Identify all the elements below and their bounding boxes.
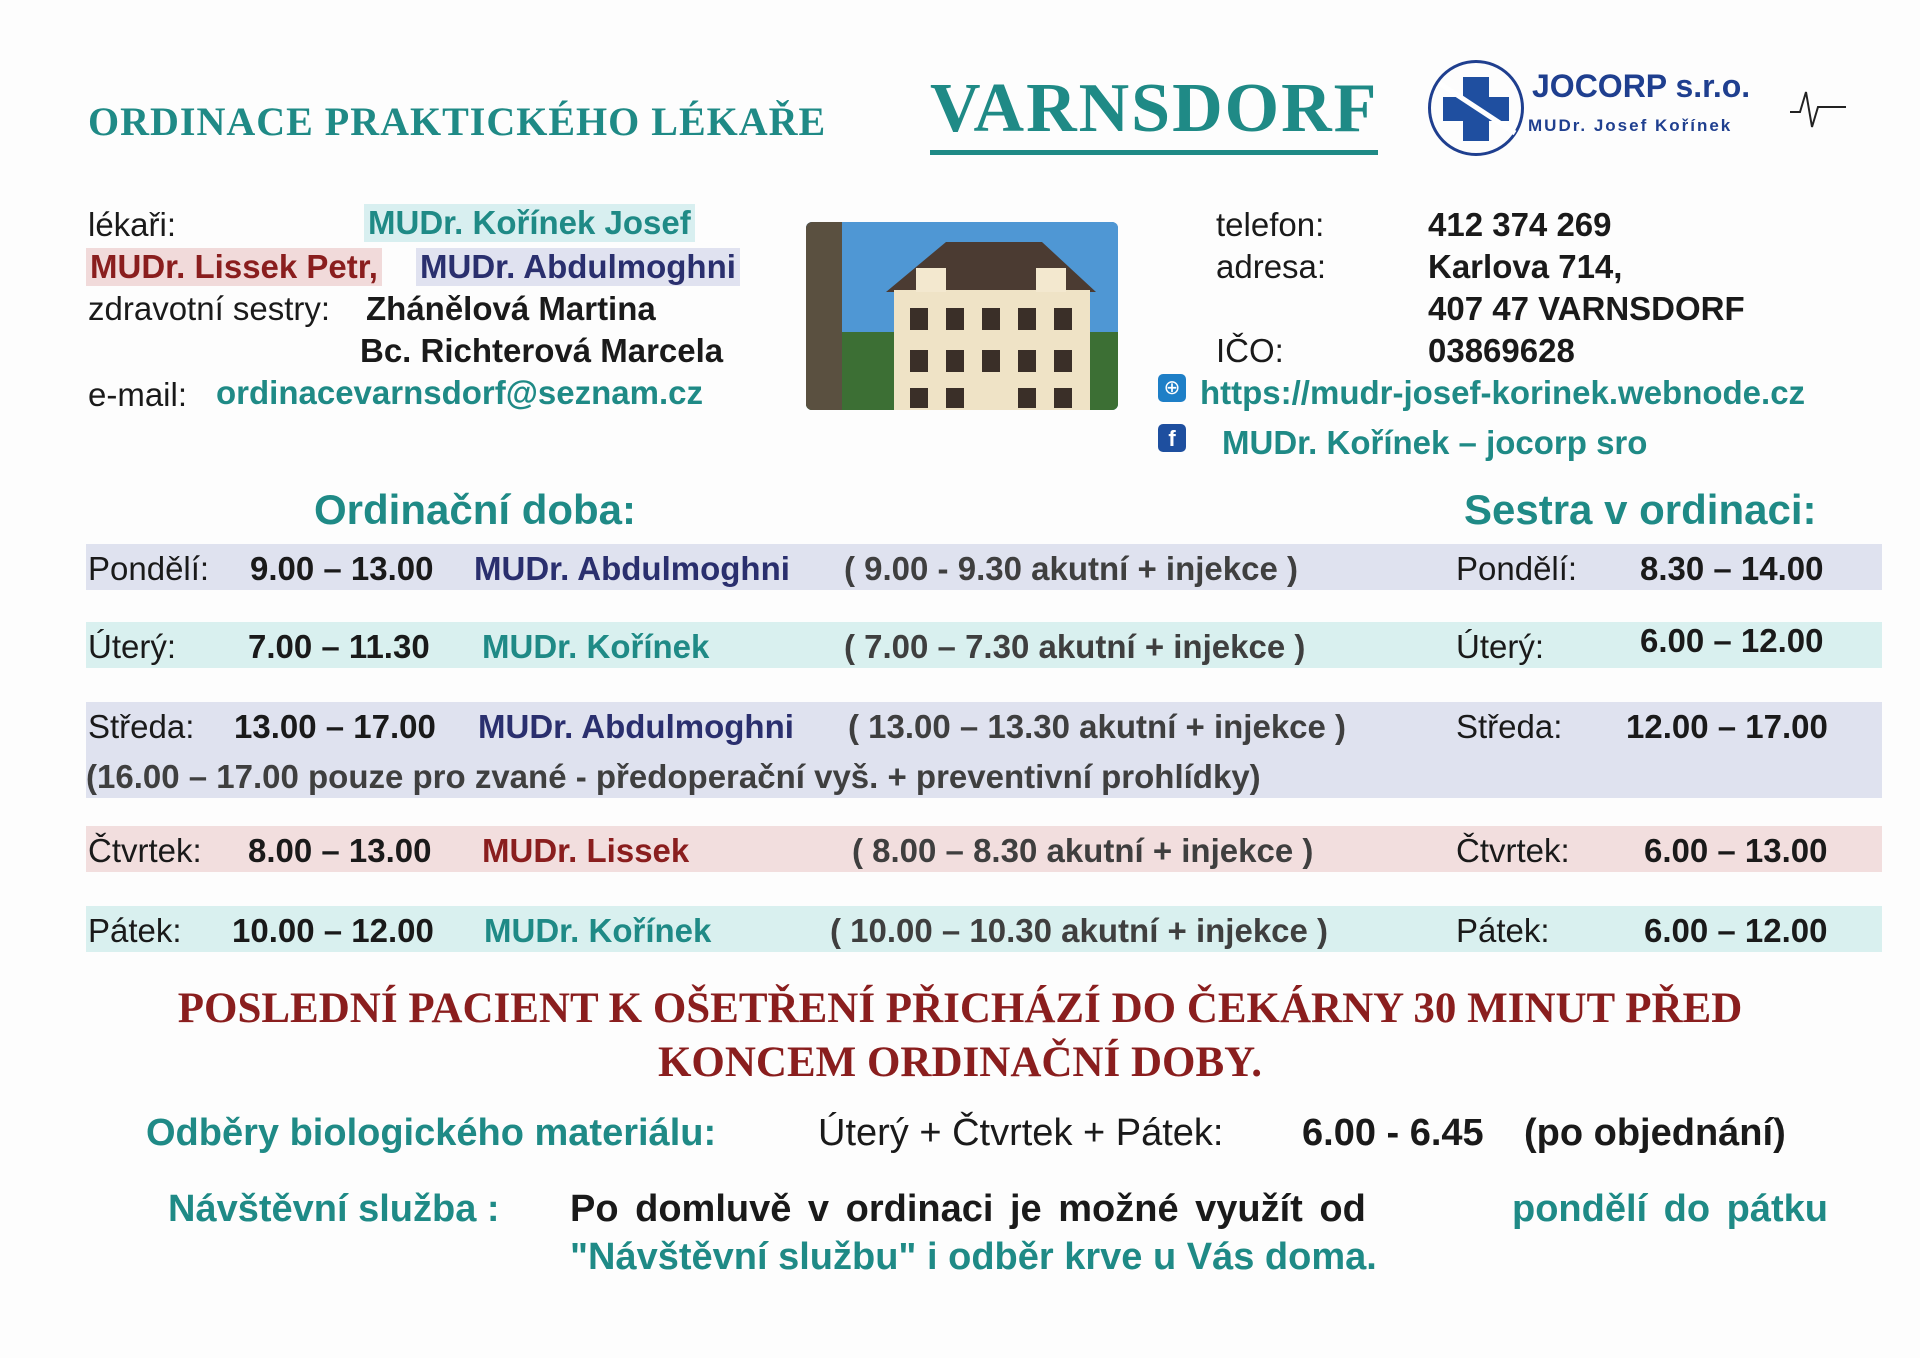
page-title: ORDINACE PRAKTICKÉHO LÉKAŘE — [88, 99, 827, 144]
hours-title: Ordinační doba: — [314, 486, 637, 533]
facebook-icon: f — [1158, 424, 1186, 452]
nurse-day-time: 6.00 – 13.00 — [1644, 832, 1828, 869]
lab-label: Odběry biologického materiálu: — [146, 1112, 717, 1154]
day-acute: ( 8.00 – 8.30 akutní + injekce ) — [852, 832, 1314, 869]
phone-value: 412 374 269 — [1428, 206, 1612, 243]
address-city: 407 47 VARNSDORF — [1428, 290, 1745, 327]
day-time: 10.00 – 12.00 — [232, 912, 434, 949]
notice-line-2: KONCEM ORDINAČNÍ DOBY. — [657, 1039, 1263, 1086]
day-doctor: MUDr. Abdulmoghni — [474, 550, 790, 587]
nurse-day-time: 12.00 – 17.00 — [1626, 708, 1828, 745]
ico-label: IČO: — [1216, 332, 1284, 369]
day-label: Pátek: — [88, 912, 182, 949]
logo-name: JOCORP s.r.o. — [1532, 68, 1751, 104]
day-time: 9.00 – 13.00 — [250, 550, 434, 587]
ico-value: 03869628 — [1428, 332, 1575, 369]
day-acute: ( 7.00 – 7.30 akutní + injekce ) — [844, 628, 1306, 665]
day-acute: ( 13.00 – 13.30 akutní + injekce ) — [848, 708, 1347, 745]
day-acute: ( 9.00 - 9.30 akutní + injekce ) — [844, 550, 1298, 587]
building-photo — [806, 222, 1118, 410]
phone-label: telefon: — [1216, 206, 1325, 243]
day-label: Středa: — [88, 708, 195, 745]
day-time: 8.00 – 13.00 — [248, 832, 432, 869]
nurse-richterova: Bc. Richterová Marcela — [360, 332, 724, 369]
wednesday-note: (16.00 – 17.00 pouze pro zvané - předoperační vyš. + preventivní prohlídky) — [86, 758, 1261, 795]
day-doctor: MUDr. Kořínek — [482, 628, 710, 665]
visit-text: Po domluvě v ordinaci je možné využít od — [570, 1188, 1366, 1230]
last-patient-notice — [0, 982, 1920, 1090]
globe-icon: ⊕ — [1158, 374, 1186, 402]
day-doctor: MUDr. Kořínek — [484, 912, 712, 949]
day-label: Pondělí: — [88, 550, 210, 587]
city-title: VARNSDORF — [930, 70, 1378, 155]
logo-cross-icon — [1428, 60, 1524, 156]
doctor-lissek: MUDr. Lissek Petr, — [86, 248, 382, 286]
lab-days: Úterý + Čtvrtek + Pátek: — [818, 1112, 1224, 1154]
notice-line-1: POSLEDNÍ PACIENT K OŠETŘENÍ PŘICHÁZÍ DO ČEKÁRNY 30 MINUT PŘED — [177, 985, 1743, 1032]
doctor-abdulmoghni: MUDr. Abdulmoghni — [416, 248, 740, 286]
day-acute: ( 10.00 – 10.30 akutní + injekce ) — [830, 912, 1329, 949]
nurse-day-label: Pondělí: — [1456, 550, 1578, 587]
facebook-link[interactable]: MUDr. Kořínek – jocorp sro — [1222, 424, 1648, 461]
nurses-label: zdravotní sestry: — [88, 290, 331, 327]
visit-label: Návštěvní služba : — [168, 1188, 500, 1230]
nurse-day-label: Čtvrtek: — [1456, 832, 1570, 869]
nurse-day-label: Pátek: — [1456, 912, 1550, 949]
address-label: adresa: — [1216, 248, 1327, 285]
nurse-zhanelova: Zhánělová Martina — [366, 290, 656, 327]
email-label: e-mail: — [88, 376, 188, 413]
day-time: 7.00 – 11.30 — [248, 628, 430, 665]
day-label: Čtvrtek: — [88, 832, 202, 869]
nurse-hours-title: Sestra v ordinaci: — [1464, 486, 1817, 533]
nurse-day-label: Úterý: — [1456, 628, 1545, 665]
website-link[interactable]: https://mudr-josef-korinek.webnode.cz — [1200, 374, 1806, 411]
nurse-day-label: Středa: — [1456, 708, 1563, 745]
day-doctor: MUDr. Abdulmoghni — [478, 708, 794, 745]
lab-time: 6.00 - 6.45 — [1302, 1112, 1484, 1154]
lab-note: (po objednání) — [1524, 1112, 1786, 1154]
doctor-korinek: MUDr. Kořínek Josef — [364, 204, 695, 242]
nurse-day-time: 8.30 – 14.00 — [1640, 550, 1824, 587]
visit-days: pondělí do pátku — [1512, 1188, 1828, 1230]
visit-text-2: "Návštěvní službu" i odběr krve u Vás doma. — [570, 1236, 1377, 1278]
address-street: Karlova 714, — [1428, 248, 1623, 285]
logo-subtitle: MUDr. Josef Kořínek — [1528, 116, 1733, 135]
nurse-day-time: 6.00 – 12.00 — [1644, 912, 1828, 949]
day-label: Úterý: — [88, 628, 177, 665]
email-link[interactable]: ordinacevarnsdorf@seznam.cz — [216, 374, 704, 411]
day-doctor: MUDr. Lissek — [482, 832, 690, 869]
nurse-day-time: 6.00 – 12.00 — [1640, 622, 1824, 659]
day-time: 13.00 – 17.00 — [234, 708, 436, 745]
pulse-line-icon — [1528, 72, 1848, 132]
doctors-label: lékaři: — [88, 206, 177, 243]
